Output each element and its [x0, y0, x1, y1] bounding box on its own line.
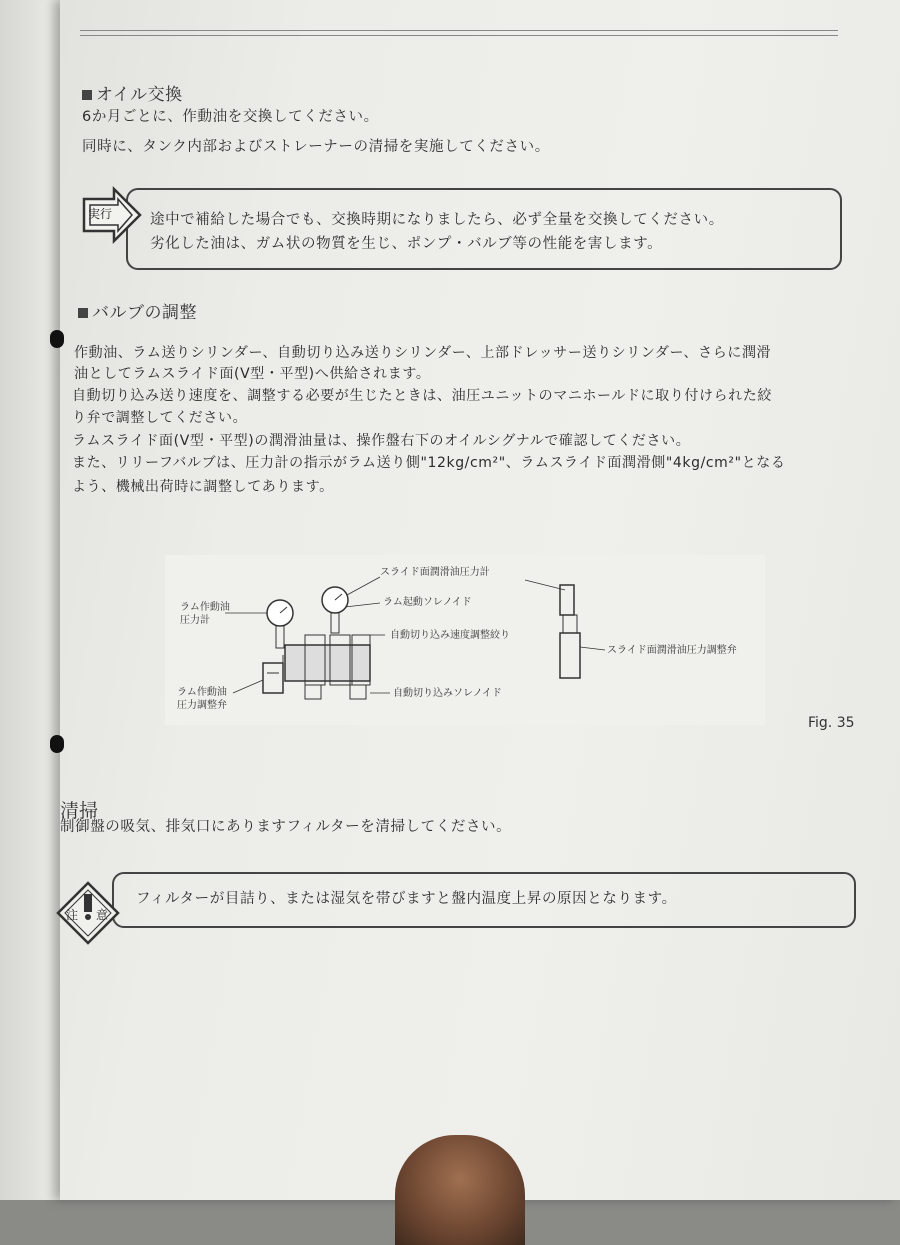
valve-para-line-2: 油としてラムスライド面(V型・平型)へ供給されます。	[74, 366, 431, 382]
binding-hole	[50, 735, 64, 753]
cleaning-heading: 清掃	[60, 800, 99, 822]
valve-para-line-6: また、リリーフバルブは、圧力計の指示がラム送り側"12kg/cm²"、ラムスライド面潤滑側"4kg/cm²"となる	[72, 455, 786, 471]
oil-section-heading	[82, 80, 183, 105]
label-auto-solenoid: 自動切り込みソレノイド	[393, 688, 502, 699]
thumb-photo-artifact	[395, 1135, 525, 1245]
valve-para-line-7: よう、機械出荷時に調整してあります。	[72, 479, 334, 495]
oil-heading-text: オイル交換	[96, 85, 183, 105]
cleaning-line: 制御盤の吸気、排気口にありますフィルターを清掃してください。	[60, 819, 512, 835]
label-slide-gauge: スライド面潤滑油圧力計	[380, 567, 490, 578]
figure-caption: Fig. 35	[808, 715, 855, 731]
valve-para-line-1: 作動油、ラム送りシリンダー、自動切り込み送りシリンダー、上部ドレッサー送りシリンダー、さらに潤滑	[74, 345, 772, 361]
bleed-through-text	[810, 762, 814, 777]
header-rule	[80, 30, 838, 36]
oil-line-2: 同時に、タンク内部およびストレーナーの清掃を実施してください。	[82, 139, 550, 155]
caution-tag-2: 意	[96, 908, 109, 922]
oil-box-line-2: 劣化した油は、ガム状の物質を生じ、ポンプ・バルブ等の性能を害します。	[150, 236, 663, 252]
valve-para-line-3: 自動切り込み送り速度を、調整する必要が生じたときは、油圧ユニットのマニホールドに取り付けられた絞	[72, 388, 772, 404]
bullet-square-icon	[78, 308, 88, 318]
label-slide-valve: スライド面潤滑油圧力調整弁	[607, 645, 737, 656]
binding-hole	[50, 330, 64, 348]
execute-tag: 実行	[88, 207, 113, 221]
valve-para-line-5: ラムスライド面(V型・平型)の潤滑油量は、操作盤右下のオイルシグナルで確認してください。	[72, 433, 691, 449]
oil-line-1: 6か月ごとに、作動油を交換してください。	[82, 109, 379, 125]
caution-text: フィルターが目詰り、または湿気を帯びますと盤内温度上昇の原因となります。	[136, 891, 677, 907]
label-ram-valve-2: 圧力調整弁	[177, 700, 227, 711]
label-speed: 自動切り込み速度調整絞り	[390, 630, 510, 641]
bullet-square-icon	[82, 90, 92, 100]
valve-section-heading	[78, 298, 197, 323]
label-ram-valve-1: ラム作動油	[177, 687, 227, 698]
manifold-block	[285, 645, 370, 681]
caution-icon	[55, 880, 121, 946]
label-ram-gauge-1: ラム作動油	[180, 602, 230, 613]
caution-tag-1: 注	[66, 908, 79, 922]
label-ram-gauge-2: 圧力計	[180, 615, 210, 626]
hydraulic-diagram	[165, 555, 765, 725]
label-solenoid: ラム起動ソレノイド	[383, 597, 472, 608]
valve-para-line-4: り弁で調整してください。	[72, 410, 248, 426]
oil-box-line-1: 途中で補給した場合でも、交換時期になりましたら、必ず全量を交換してください。	[150, 212, 724, 228]
valve-heading-text: バルブの調整	[92, 303, 197, 323]
